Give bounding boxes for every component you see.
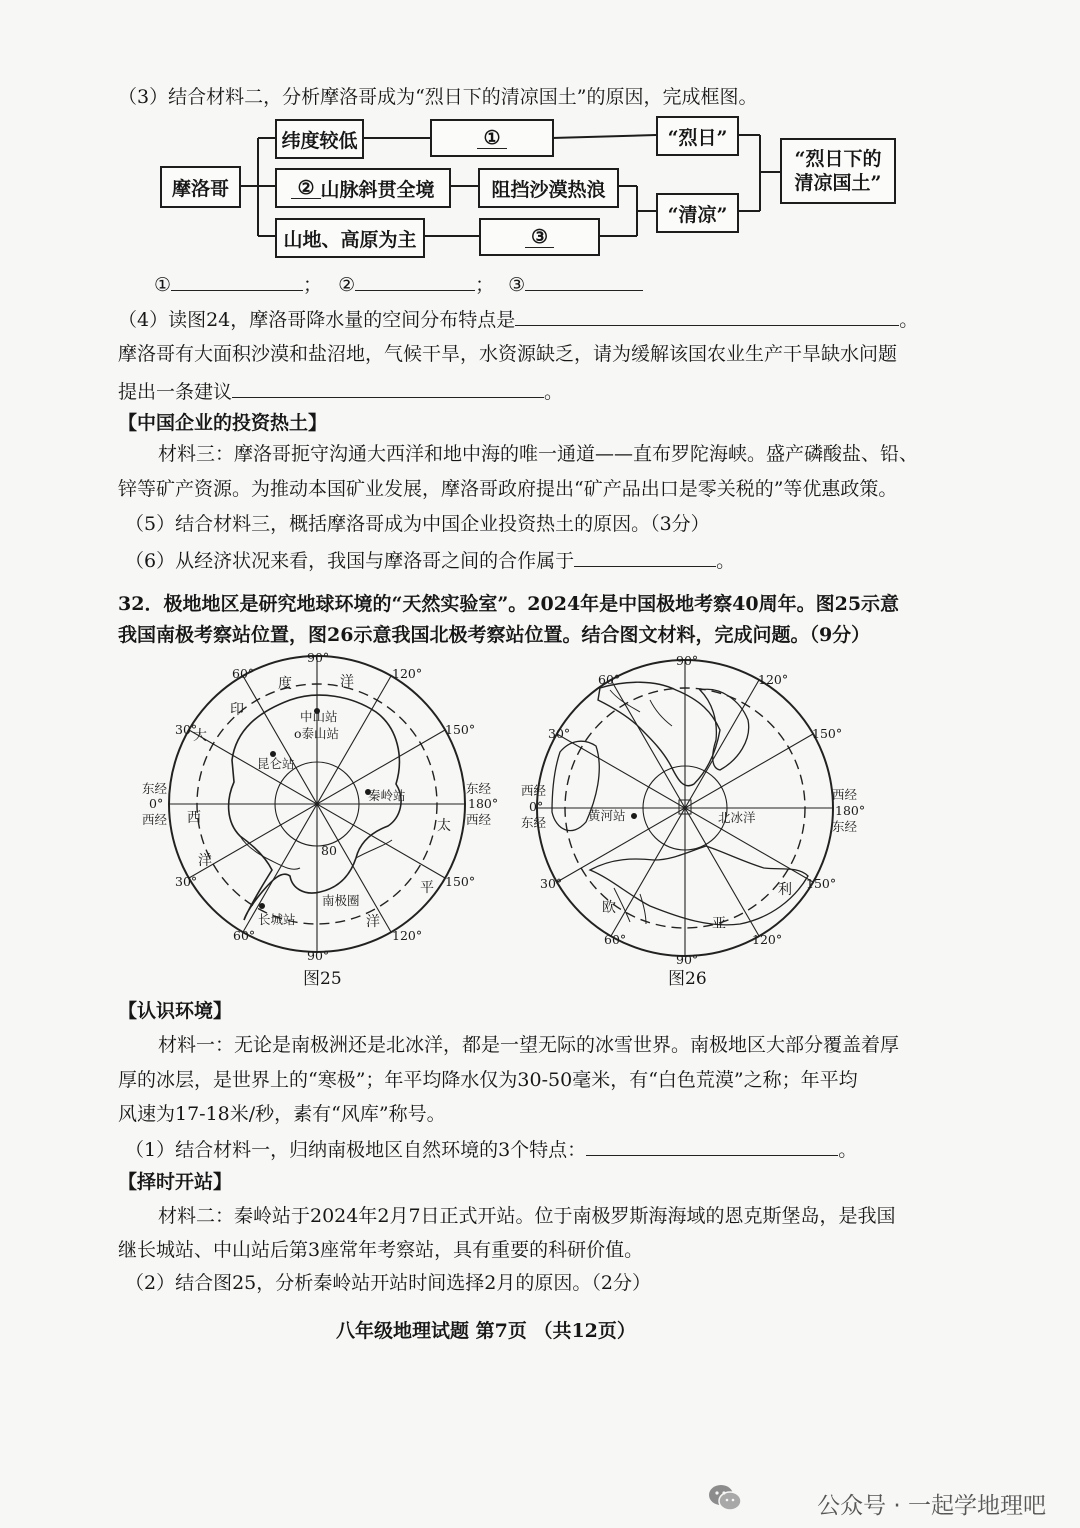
fig26-label-120-tr: 120°	[758, 672, 789, 687]
question-4-line-1: （4）读图24，摩洛哥降水量的空间分布特点是 。	[118, 305, 918, 333]
fig25-label-30-bl: 30°	[175, 874, 198, 889]
question-5-text: （5）结合材料三，概括摩洛哥成为中国企业投资热土的原因。（3分）	[125, 513, 710, 535]
fig25-station-kunlun: 昆仑站	[257, 756, 295, 771]
fig25-ocean-tai: 太	[437, 818, 451, 834]
flow-box-result: “烈日下的 清凉国土”	[780, 138, 896, 204]
section-heading-timing: 【择时开站】	[118, 1171, 233, 1193]
fig26-continent-ya: 亚	[712, 916, 726, 932]
fig25-antarctic-circle: 南极圈	[322, 893, 360, 908]
fig26-label-30-l: 30°	[548, 726, 571, 741]
figure-26-caption: 图26	[668, 969, 707, 989]
flow-box-cool: “清凉”	[656, 193, 739, 233]
fig25-label-120-br: 120°	[392, 928, 423, 943]
fig26-continent-li: 利	[778, 882, 792, 898]
fig26-label-30-bl: 30°	[540, 876, 563, 891]
question-4-line-2: 摩洛哥有大面积沙漠和盐沼地，气候干旱，水资源缺乏，请为缓解该国农业生产干旱缺水问题	[118, 343, 898, 365]
fig25-ocean-yang-3: 洋	[366, 914, 380, 930]
fig25-label-150-br: 150°	[445, 874, 476, 889]
fig25-ocean-yang-2: 洋	[198, 853, 212, 869]
fig25-station-zhongshan: 中山站	[300, 709, 338, 724]
fig25-label-80: 80	[321, 843, 337, 858]
blank-2-label: ②	[291, 178, 320, 199]
fig25-right-lon-3: 西经	[466, 812, 492, 827]
fig26-label-120-br: 120°	[752, 932, 783, 947]
flow-box-latitude: 纬度较低	[275, 119, 364, 159]
fig26-left-lon-2: 0°	[529, 799, 544, 814]
fig25-label-30-l: 30°	[175, 722, 198, 737]
fig25-ocean-yang-1: 洋	[340, 674, 354, 690]
fig26-label-60-tl: 60°	[598, 672, 621, 687]
material-3-line-2: 锌等矿产资源。为推动本国矿业发展，摩洛哥政府提出“矿产品出口是零关税的”等优惠政策。	[118, 478, 898, 500]
fig25-ocean-da: 大	[193, 728, 207, 744]
question-6-text: （6）从经济状况来看，我国与摩洛哥之间的合作属于 。	[125, 546, 735, 574]
question-4-line-3: 提出一条建议 。	[118, 377, 563, 405]
material-1-line-1: 材料一：无论是南极洲还是北冰洋，都是一望无际的冰雪世界。南极地区大部分覆盖着厚	[158, 1034, 900, 1056]
answer-blanks-line: ① ； ② ； ③	[154, 270, 643, 298]
figure-25-antarctic-map	[140, 648, 510, 983]
flow-box-plateau: 山地、高原为主	[275, 218, 425, 258]
section-heading-environment: 【认识环境】	[118, 1000, 233, 1022]
question-32-line-2: 我国南极考察站位置，图26示意我国北极考察站位置。结合图文材料，完成问题。（9分）	[118, 624, 871, 646]
fig25-station-taishan: o泰山站	[294, 726, 340, 741]
fig25-label-150-r: 150°	[445, 722, 476, 737]
fig26-label-90-top: 90°	[676, 653, 699, 668]
fig25-label-90-bottom: 90°	[307, 948, 330, 963]
flow-box-mountain: ② 山脉斜贯全境	[275, 168, 451, 208]
fig25-ocean-yin: 印	[230, 702, 244, 718]
fig25-label-120-tr: 120°	[392, 666, 423, 681]
fig25-left-lon-3: 西经	[142, 812, 168, 827]
figure-26-arctic-map	[518, 648, 868, 983]
fig25-ocean-xi: 西	[187, 810, 201, 826]
question-1-text: （1）结合材料一，归纳南极地区自然环境的3个特点： 。	[125, 1135, 857, 1163]
fig25-label-60-bl: 60°	[233, 928, 256, 943]
fig25-ocean-du: 度	[278, 676, 292, 692]
figure-25-caption: 图25	[303, 969, 342, 989]
material-1-line-3: 风速为17-18米/秒，素有“风库”称号。	[118, 1103, 446, 1125]
fig25-station-changcheng: 长城站	[258, 912, 296, 927]
flow-box-sun: “烈日”	[656, 116, 739, 156]
question-32-line-1: 32．极地地区是研究地球环境的“天然实验室”。2024年是中国极地考察40周年。图25示意	[118, 593, 900, 615]
fig26-label-150-r: 150°	[812, 726, 843, 741]
material-2-line-1: 材料二：秦岭站于2024年2月7日正式开站。位于南极罗斯海海域的恩克斯堡岛，是我国	[158, 1205, 896, 1227]
fig25-station-qinling: 秦岭站	[368, 788, 406, 803]
fig26-left-lon-1: 西经	[521, 783, 547, 798]
fig26-left-lon-3: 东经	[521, 815, 547, 830]
fig25-right-lon-1: 东经	[466, 781, 492, 796]
wechat-icon	[708, 1484, 742, 1512]
fig26-right-lon-2: 180°	[835, 803, 866, 818]
question-3-text: （3）结合材料二，分析摩洛哥成为“烈日下的清凉国土”的原因，完成框图。	[118, 86, 758, 108]
flow-box-morocco: 摩洛哥	[160, 166, 241, 208]
flow-box-block-heat: 阻挡沙漠热浪	[478, 168, 619, 208]
fig26-arctic-ocean: 北冰洋	[718, 810, 756, 825]
fig26-label-60-bl: 60°	[604, 932, 627, 947]
page-footer: 八年级地理试题 第7页 （共12页）	[336, 1320, 636, 1342]
section-heading-invest: 【中国企业的投资热土】	[118, 412, 328, 434]
material-3-line-1: 材料三：摩洛哥扼守沟通大西洋和地中海的唯一通道——直布罗陀海峡。盛产磷酸盐、铅、	[158, 443, 919, 465]
flow-box-blank-3: ③	[479, 218, 600, 256]
fig25-right-lon-2: 180°	[468, 796, 499, 811]
fig26-station-huanghe: 黄河站	[588, 808, 626, 823]
fig25-label-60-tl: 60°	[232, 666, 255, 681]
fig25-label-90-top: 90°	[307, 650, 330, 665]
watermark-text: 公众号 · 一起学地理吧	[817, 1493, 1046, 1519]
question-2-text: （2）结合图25，分析秦岭站开站时间选择2月的原因。（2分）	[125, 1272, 651, 1294]
fig26-right-lon-1: 西经	[832, 787, 858, 802]
fig25-left-lon-2: 0°	[149, 796, 164, 811]
fig26-right-lon-3: 东经	[832, 819, 858, 834]
fig26-continent-ou: 欧	[602, 900, 616, 916]
fig25-left-lon-1: 东经	[142, 781, 168, 796]
material-2-line-2: 继长城站、中山站后第3座常年考察站，具有重要的科研价值。	[118, 1239, 644, 1261]
fig25-ocean-ping: 平	[420, 880, 434, 896]
fig26-label-90-bottom: 90°	[676, 952, 699, 967]
flow-box-blank-1: ①	[430, 119, 554, 157]
fig26-label-150-br: 150°	[806, 876, 837, 891]
material-1-line-2: 厚的冰层，是世界上的“寒极”；年平均降水仅为30-50毫米，有“白色荒漠”之称；年平均	[118, 1069, 858, 1091]
